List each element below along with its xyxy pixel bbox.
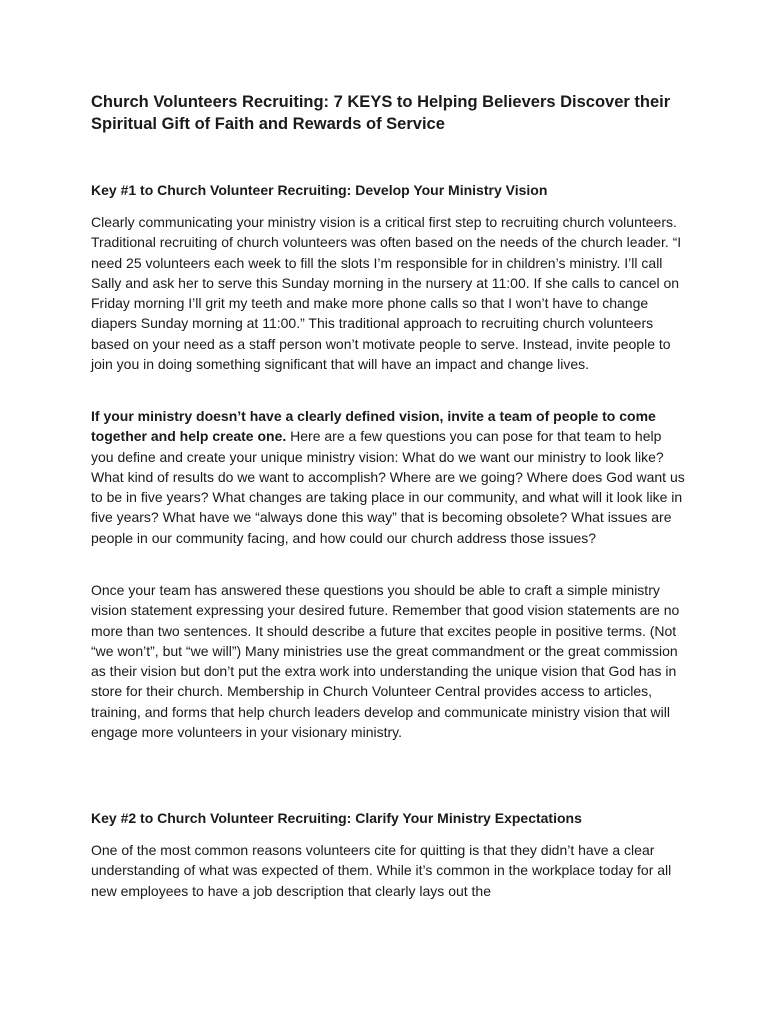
paragraph-lead-text: If your ministry doesn’t have a clearly defined vision, invite a team of people to come together and help create one. — [91, 408, 656, 445]
paragraph-body-text: Here are a few questions you can pose for that team to help you define and create your unique ministry vision: What do we want our ministry to look like? What kind of results do we want to accomplish? Where are we going? Where does God want us to be in five years? What changes are taking place in our community, and what will it look like in five years? What have we “always done this way” that is becoming obsolete? What issues are people in our community facing, and how could our church address those issues? — [91, 428, 685, 546]
document-title: Church Volunteers Recruiting: 7 KEYS to Helping Believers Discover their Spiritual Gift of Faith and Rewards of Service — [91, 93, 671, 133]
paragraph-vision-team — [91, 406, 687, 548]
section-heading-key-1: Key #1 to Church Volunteer Recruiting: Develop Your Ministry Vision — [91, 182, 548, 198]
section-heading-key-2: Key #2 to Church Volunteer Recruiting: Clarify Your Ministry Expectations — [91, 810, 582, 826]
paragraph-vision-intro: Clearly communicating your ministry vision is a critical first step to recruiting church volunteers. Traditional recruiting of church volunteers was often based on the needs of the church leader. “I need 25 volunteers each week to fill the slots I’m responsible for in children’s ministry. I’ll call Sally and ask her to serve this Sunday morning in the nursery at 11:00. If she calls to cancel on Friday morning I’ll grit my teeth and make more phone calls so that I won’t have to change diapers Sunday morning at 11:00.” This traditional approach to recruiting church volunteers based on your need as a staff person won’t motivate people to serve. Instead, invite people to join you in doing something significant that will have an impact and change lives. — [91, 214, 682, 373]
paragraph-vision-statement: Once your team has answered these questions you should be able to craft a simple ministry vision statement expressing your desired future. Remember that good vision statements are no more than two sentences. It should describe a future that excites people in positive terms. (Not “we won’t”, but “we will”) Many ministries use the great commandment or the great commission as their vision but don’t put the extra work into understanding the unique vision that God has in store for their church. Membership in Church Volunteer Central provides access to articles, training, and forms that help church leaders develop and communicate ministry vision that will engage more volunteers in your visionary ministry. — [91, 582, 680, 741]
paragraph-expectations: One of the most common reasons volunteers cite for quitting is that they didn’t have a clear understanding of what was expected of them. While it’s common in the workplace today for all new employees to have a job description that clearly lays out the — [91, 842, 672, 899]
